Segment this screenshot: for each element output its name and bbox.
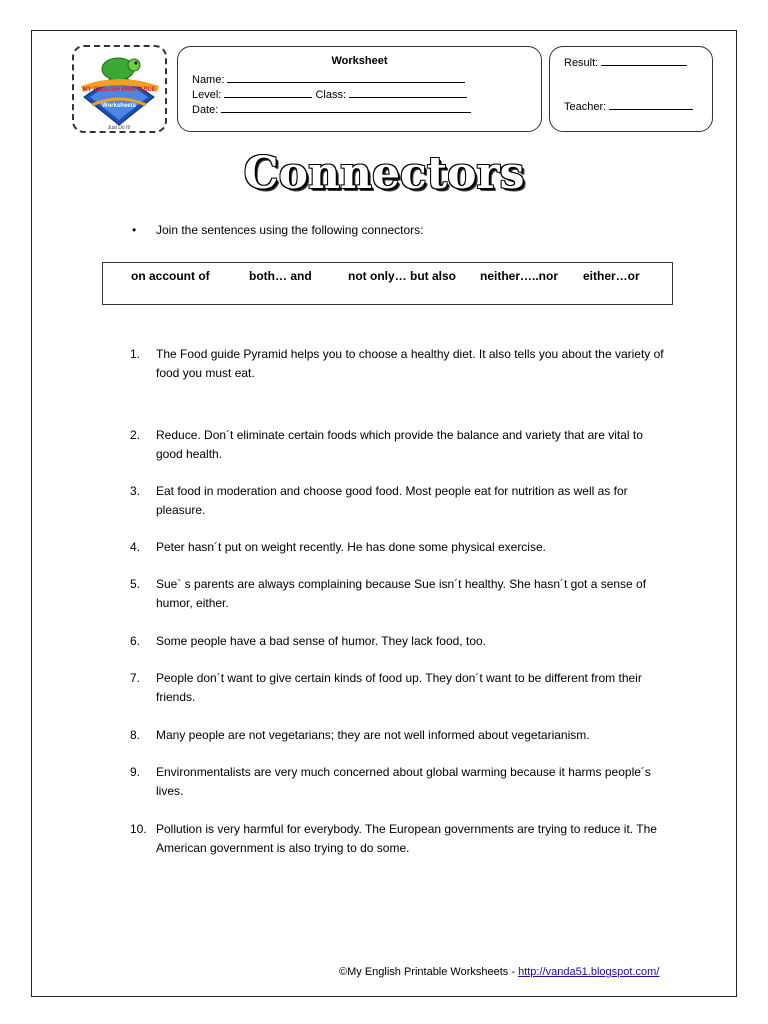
date-row [192, 103, 471, 116]
bullet-icon: • [132, 223, 137, 237]
level-class-row [192, 88, 467, 101]
class-field[interactable] [349, 88, 467, 98]
connector-item: both… and [249, 269, 312, 283]
worksheet-header [177, 46, 542, 132]
item-text: Peter hasn´t put on weight recently. He has done some physical exercise. [156, 540, 546, 554]
item-number: 4. [130, 540, 141, 554]
connector-item: on account of [131, 269, 210, 283]
item-number: 6. [130, 634, 141, 648]
svg-text:MY ENGLISH PRINTABLE: MY ENGLISH PRINTABLE [82, 87, 156, 93]
item-number: 5. [130, 577, 141, 591]
name-row [192, 73, 465, 86]
page-title: Connectors [243, 148, 525, 199]
name-label: Name: [192, 74, 225, 86]
footer-link[interactable]: http://vanda51.blogspot.com/ [518, 966, 660, 978]
item-number: 8. [130, 728, 141, 742]
level-label: Level: [192, 89, 222, 101]
footer [339, 966, 659, 978]
item-number: 2. [130, 428, 141, 442]
connector-item: either…or [583, 269, 640, 283]
result-label: Result: [564, 57, 599, 69]
result-box [549, 46, 713, 132]
item-text: Eat food in moderation and choose good food. Most people eat for nutrition as well as for pleasure. [156, 484, 628, 517]
date-field[interactable] [221, 103, 471, 113]
logo [72, 45, 167, 133]
item-text: Reduce. Don´t eliminate certain foods which provide the balance and variety that are vital to good health. [156, 428, 643, 461]
class-label: Class: [315, 89, 347, 101]
connector-item: neither…..nor [480, 269, 559, 283]
result-row [564, 56, 687, 69]
item-text: The Food guide Pyramid helps you to choose a healthy diet. It also tells you about the variety of food you must eat. [156, 347, 664, 380]
teacher-label: Teacher: [564, 101, 607, 113]
svg-text:Just Do It!: Just Do It! [107, 125, 131, 131]
item-number: 7. [130, 671, 141, 685]
date-label: Date: [192, 104, 219, 116]
svg-text:Worksheets: Worksheets [102, 103, 136, 109]
item-number: 3. [130, 484, 141, 498]
teacher-field[interactable] [609, 100, 693, 110]
item-text: People don´t want to give certain kinds of food up. They don´t want to be different from their friends. [156, 671, 642, 704]
item-text: Pollution is very harmful for everybody. The European governments are trying to reduce it. The American government is also trying to do some. [156, 822, 657, 855]
item-text: Environmentalists are very much concerned about global warming because it harms people´s lives. [156, 765, 651, 798]
result-field[interactable] [601, 56, 687, 66]
level-field[interactable] [224, 88, 312, 98]
teacher-row [564, 100, 693, 113]
connector-item: not only… but also [348, 269, 456, 283]
item-text: Sue` s parents are always complaining because Sue isn´t healthy. She hasn´t got a sense of humor, either. [156, 577, 647, 610]
item-text: Many people are not vegetarians; they are not well informed about vegetarianism. [156, 728, 590, 742]
connector-box [102, 262, 673, 305]
footer-copyright: ©My English Printable Worksheets - [339, 966, 519, 978]
name-field[interactable] [227, 73, 465, 83]
item-text: Some people have a bad sense of humor. They lack food, too. [156, 634, 486, 648]
item-number: 10. [130, 822, 147, 836]
item-number: 1. [130, 347, 141, 361]
header-title: Worksheet [331, 55, 388, 67]
item-number: 9. [130, 765, 141, 779]
instruction-text: Join the sentences using the following connectors: [156, 223, 424, 237]
turtle-logo-icon [74, 47, 165, 131]
